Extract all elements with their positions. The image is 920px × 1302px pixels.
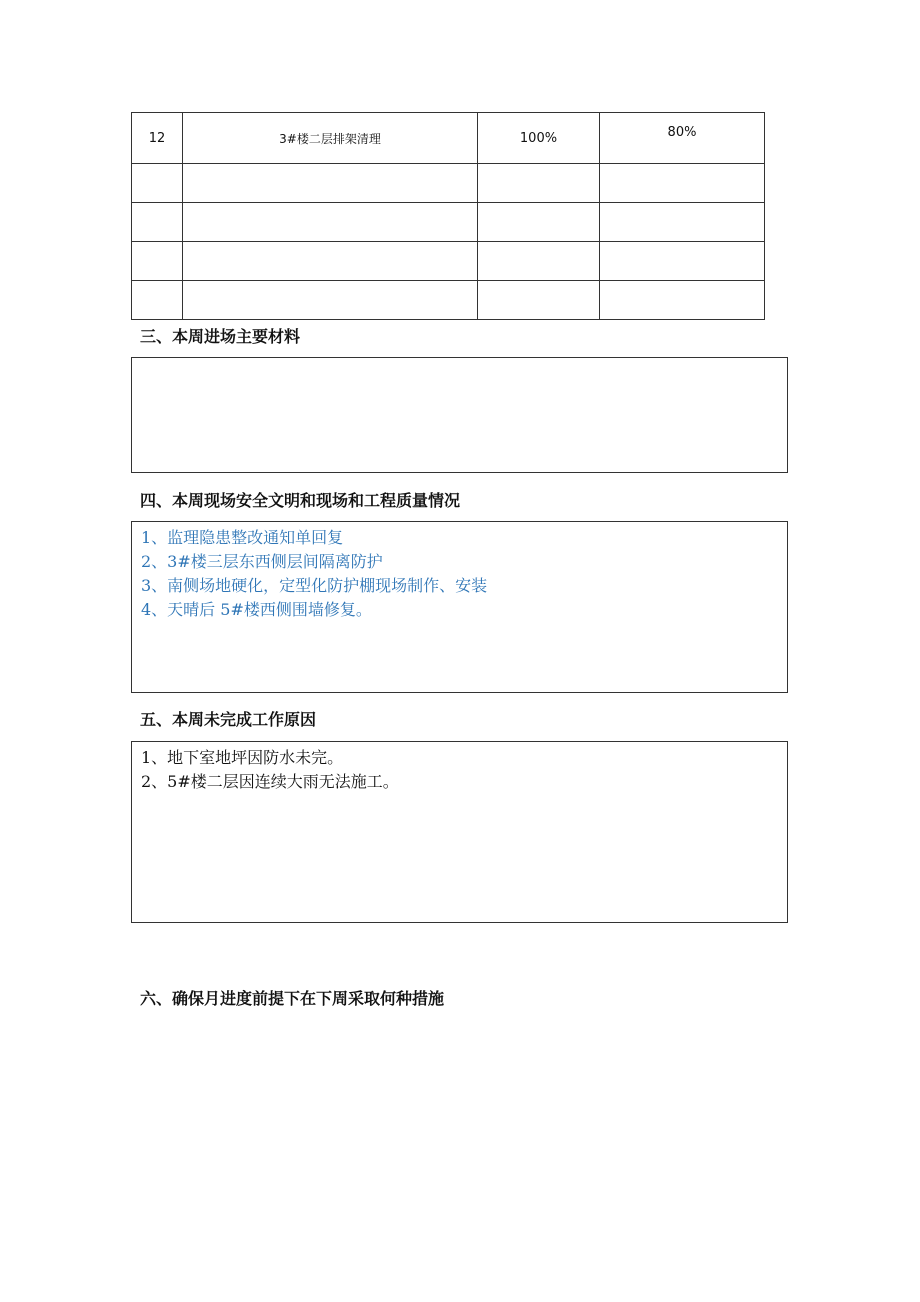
section-3-list <box>132 358 787 362</box>
row-number-cell <box>132 281 183 320</box>
actual-percent-cell: 80% <box>600 113 765 164</box>
section-5-list <box>132 742 787 794</box>
table-row <box>132 164 765 203</box>
row-number-cell <box>132 242 183 281</box>
section-5-box <box>131 741 788 923</box>
list-item: 3、南侧场地硬化，定型化防护棚现场制作、安装 <box>141 576 488 595</box>
section-6-heading: 六、确保月进度前提下在下周采取何种措施 <box>140 989 445 1008</box>
actual-percent-cell <box>600 242 765 281</box>
section-5-heading: 五、本周未完成工作原因 <box>140 710 317 729</box>
table-row <box>132 281 765 320</box>
plan-percent-cell <box>478 203 600 242</box>
actual-percent-cell <box>600 203 765 242</box>
table-row <box>132 203 765 242</box>
task-cell <box>183 203 478 242</box>
task-cell: 3#楼二层排架清理 <box>183 113 478 164</box>
plan-percent-cell <box>478 281 600 320</box>
row-number-cell <box>132 164 183 203</box>
list-item: 4、天晴后 5#楼西侧围墙修复。 <box>141 600 372 619</box>
task-cell <box>183 164 478 203</box>
task-cell <box>183 242 478 281</box>
section-4-heading: 四、本周现场安全文明和现场和工程质量情况 <box>140 491 461 510</box>
section-4-list <box>132 522 787 622</box>
actual-percent-cell <box>600 164 765 203</box>
progress-table <box>131 112 765 320</box>
plan-percent-cell <box>478 164 600 203</box>
row-number-cell: 12 <box>132 113 183 164</box>
list-item: 1、监理隐患整改通知单回复 <box>141 528 344 547</box>
list-item: 1、地下室地坪因防水未完。 <box>141 748 344 767</box>
plan-percent-cell <box>478 242 600 281</box>
section-3-box <box>131 357 788 473</box>
list-item: 2、3#楼三层东西侧层间隔离防护 <box>141 552 383 571</box>
actual-percent-cell <box>600 281 765 320</box>
task-cell <box>183 281 478 320</box>
row-number-cell <box>132 203 183 242</box>
section-3-heading: 三、本周进场主要材料 <box>140 327 301 346</box>
table-row <box>132 242 765 281</box>
list-item: 2、5#楼二层因连续大雨无法施工。 <box>141 772 399 791</box>
plan-percent-cell: 100% <box>478 113 600 164</box>
section-4-box <box>131 521 788 693</box>
table-row <box>132 113 765 164</box>
